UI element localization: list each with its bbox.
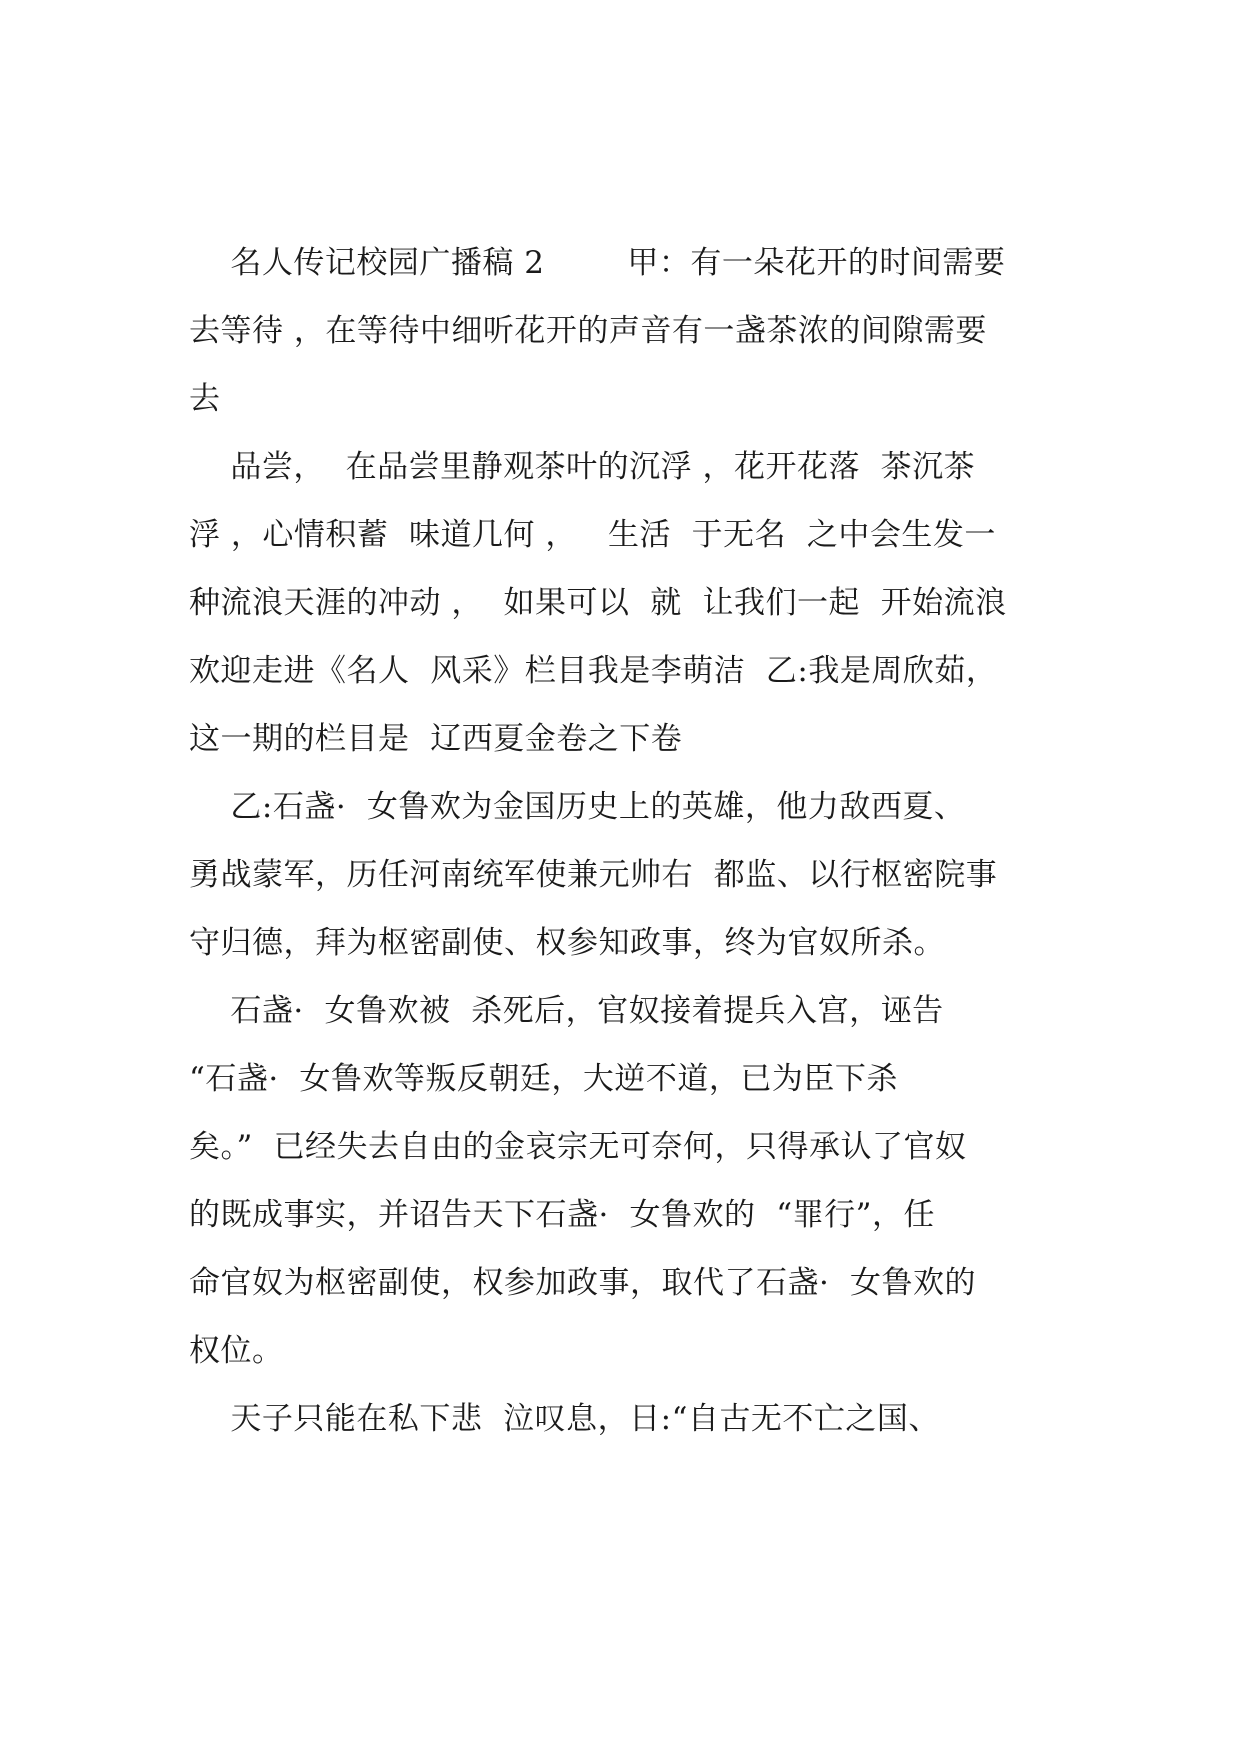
text-line-8: 这一期的栏目是 辽西夏金卷之下卷 [189, 721, 683, 757]
text-line-14: 矣。” 已经失去自由的金哀宗无可奈何，只得承认了官奴 [189, 1129, 967, 1165]
text-line-15: 的既成事实，并诏告天下石盏· 女鲁欢的 “罪行”，任 [189, 1197, 935, 1233]
text-line-11: 守归德，拜为枢密副使、权参知政事，终为官奴所杀。 [189, 925, 945, 961]
text-line-10: 勇战蒙军，历任河南统军使兼元帅右 都监、以行枢密院事 [189, 857, 998, 893]
text-line-6: 种流浪天涯的冲动 ， 如果可以 就 让我们一起 开始流浪 [189, 585, 1007, 621]
text-line-1: 名人传记校园广播稿 2 甲：有一朵花开的时间需要 [189, 245, 1006, 281]
text-line-16: 命官奴为枢密副使，权参加政事，取代了石盏· 女鲁欢的 [189, 1265, 977, 1301]
text-line-9: 乙:石盏· 女鲁欢为金国历史上的英雄，他力敌西夏、 [189, 789, 966, 825]
text-line-5: 浮 ，心情积蓄 味道几何 ， 生活 于无名 之中会生发一 [189, 517, 996, 553]
text-line-7: 欢迎走进《名人 风采》栏目我是李萌洁 乙:我是周欣茹， [189, 653, 998, 689]
text-line-2: 去等待 ，在等待中细听花开的声音有一盏茶浓的间隙需要 [189, 313, 987, 349]
text-line-18: 天子只能在私下悲 泣叹息，日:“自古无不亡之国、 [189, 1401, 940, 1437]
text-line-3: 去 [189, 381, 221, 417]
text-line-17: 权位。 [189, 1333, 284, 1369]
text-line-12: 石盏· 女鲁欢被 杀死后，官奴接着提兵入宫，诬告 [189, 993, 944, 1029]
text-line-4: 品尝， 在品尝里静观茶叶的沉浮 ，花开花落 茶沉茶 [189, 449, 976, 485]
text-line-13: “石盏· 女鲁欢等叛反朝廷，大逆不道，已为臣下杀 [189, 1061, 898, 1097]
